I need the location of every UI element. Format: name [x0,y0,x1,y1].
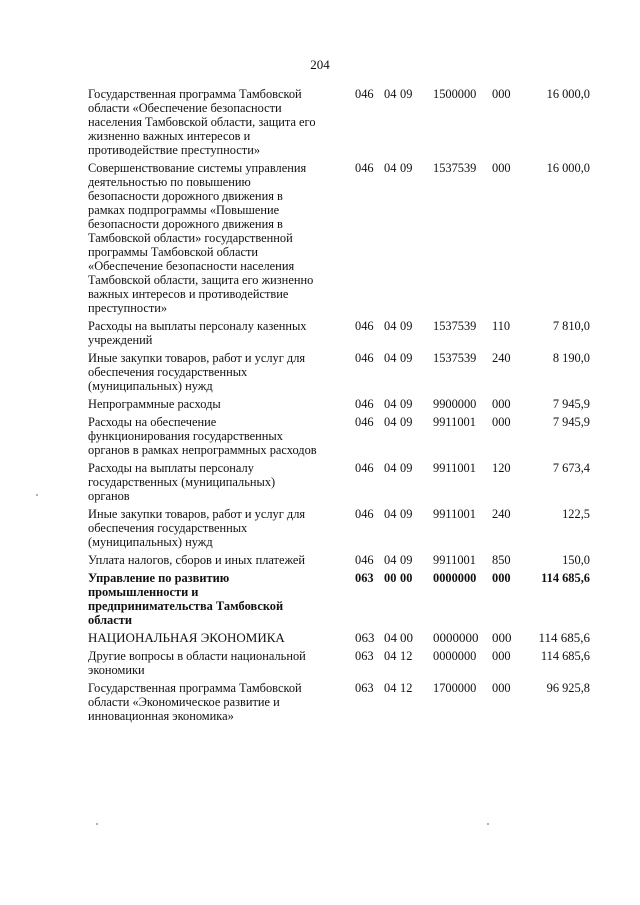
row-name: Иные закупки товаров, работ и услуг для обеспечения государственных (муниципальных) нужд [88,507,306,549]
row-name: Совершенствование системы управления деятельностью по повышению безопасности дорожного движения в рамках подпрограммы «Повышение безопасности дорожного движения в Тамбовской области» государственной программы Тамбовской области «Обеспечение безопасности населения Тамбовской области, защита его жизненно важных интересов и противодействие преступности» [88,161,314,315]
row-name: Уплата налогов, сборов и иных платежей [88,553,306,567]
code-ved: 063 [355,630,375,645]
code-pr: 12 [400,649,413,663]
row-name: Управление по развитию промышленности и предпринимательства Тамбовской области [88,571,284,627]
code-rz: 04 [384,553,397,567]
code-pr: 09 [400,161,413,175]
code-ved: 063 [355,681,374,695]
code-pr: 09 [400,87,413,101]
code-rz: 04 [384,507,397,521]
code-vr: 000 [492,161,511,175]
amount: 114 685,6 [538,630,590,645]
table-row [88,161,598,315]
code-rz: 04 [384,351,397,365]
code-pr: 09 [400,507,413,521]
code-ved: 046 [355,415,374,429]
row-name: Другие вопросы в области национальной экономики [88,649,306,677]
table-row [88,461,598,503]
table-row [88,415,598,457]
code-csr: 1537539 [433,161,477,175]
code-pr: 09 [400,553,413,567]
code-pr: 09 [400,397,413,411]
table-row-section-header [88,571,598,627]
code-csr: 9900000 [433,397,477,411]
code-csr: 1537539 [433,351,477,365]
code-csr: 9911001 [433,553,476,567]
code-csr: 1500000 [433,87,477,101]
row-name: НАЦИОНАЛЬНАЯ ЭКОНОМИКА [88,630,285,645]
code-vr: 850 [492,553,511,567]
page-number: 204 [310,57,330,72]
amount: 114 685,6 [541,571,590,585]
scan-speck [96,823,98,825]
row-name: Непрограммные расходы [88,397,221,411]
amount: 114 685,6 [540,649,590,663]
code-vr: 000 [492,397,511,411]
code-vr: 000 [492,571,511,585]
code-vr: 000 [492,649,511,663]
table-row [88,351,598,393]
scan-speck [487,823,489,825]
row-name: Расходы на выплаты персоналу казенных учреждений [88,319,307,347]
row-name: Иные закупки товаров, работ и услуг для обеспечения государственных (муниципальных) нужд [88,351,306,393]
code-csr: 0000000 [433,649,477,663]
amount: 7 945,9 [552,415,590,429]
table-row [88,649,598,677]
table-row [88,87,598,157]
table-row [88,553,598,567]
amount: 122,5 [562,507,590,521]
table-row [88,681,598,723]
amount: 16 000,0 [546,87,590,101]
code-rz: 04 [384,319,397,333]
code-ved: 046 [355,397,374,411]
code-ved: 046 [355,319,374,333]
row-name: Государственная программа Тамбовской области «Обеспечение безопасности населения Тамбовской области, защита его жизненно важных интересов и противодействие преступности» [88,87,316,157]
code-csr: 9911001 [433,507,476,521]
code-pr: 09 [400,351,413,365]
code-vr: 120 [492,461,511,475]
code-rz: 04 [384,87,397,101]
amount: 7 945,9 [552,397,590,411]
amount: 7 673,4 [552,461,590,475]
amount: 16 000,0 [546,161,590,175]
code-ved: 046 [355,87,374,101]
code-ved: 063 [355,649,374,663]
code-vr: 000 [492,630,512,645]
row-name: Расходы на обеспечение функционирования государственных органов в рамках непрограммных расходов [88,415,317,457]
amount: 96 925,8 [546,681,590,695]
code-ved: 046 [355,507,374,521]
row-name: Расходы на выплаты персоналу государственных (муниципальных) органов [88,461,276,503]
code-vr: 240 [492,351,511,365]
code-vr: 000 [492,87,511,101]
table-row [88,507,598,549]
row-name: Государственная программа Тамбовской области «Экономическое развитие и инновационная экономика» [88,681,302,723]
table-row [88,319,598,347]
code-rz: 04 [384,649,397,663]
code-ved: 046 [355,461,374,475]
code-pr: 12 [400,681,413,695]
code-pr: 00 [400,630,413,645]
amount: 150,0 [562,553,590,567]
code-ved: 046 [355,553,374,567]
table-row [88,631,598,645]
code-rz: 04 [384,630,397,645]
code-vr: 000 [492,415,511,429]
budget-table [88,87,598,727]
code-rz: 00 [384,571,397,585]
code-vr: 240 [492,507,511,521]
code-csr: 9911001 [433,415,476,429]
code-csr: 1700000 [433,681,477,695]
scan-speck [36,494,38,496]
code-pr: 09 [400,319,413,333]
code-csr: 0000000 [433,630,479,645]
code-rz: 04 [384,397,397,411]
code-vr: 110 [492,319,511,333]
code-ved: 046 [355,351,374,365]
code-vr: 000 [492,681,511,695]
code-ved: 063 [355,571,374,585]
table-row [88,397,598,411]
code-pr: 09 [400,461,413,475]
code-csr: 9911001 [433,461,476,475]
code-rz: 04 [384,161,397,175]
code-rz: 04 [384,461,397,475]
code-rz: 04 [384,415,397,429]
amount: 8 190,0 [552,351,590,365]
amount: 7 810,0 [552,319,590,333]
code-csr: 1537539 [433,319,477,333]
code-ved: 046 [355,161,374,175]
code-rz: 04 [384,681,397,695]
code-pr: 00 [400,571,413,585]
code-csr: 0000000 [433,571,477,585]
code-pr: 09 [400,415,413,429]
